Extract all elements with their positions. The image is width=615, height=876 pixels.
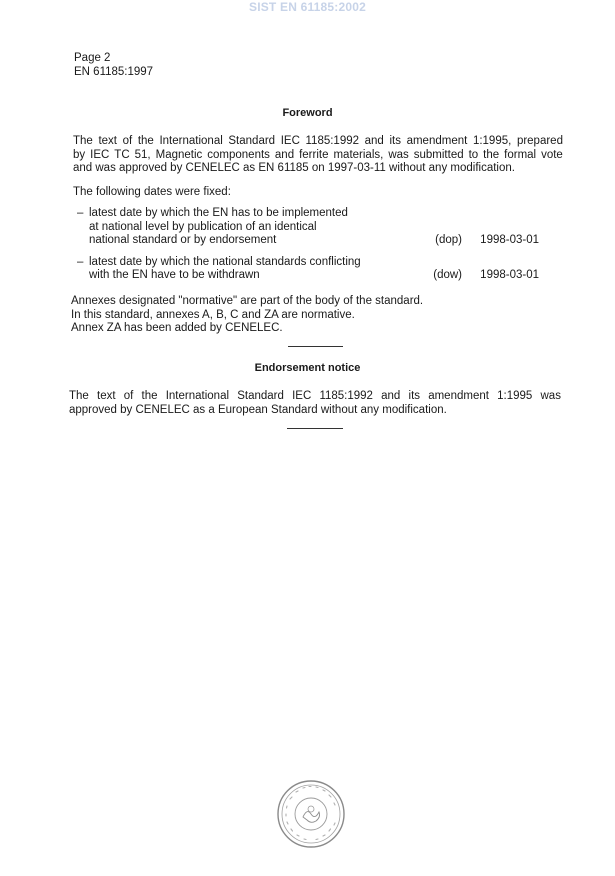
watermark: SIST EN 61185:2002	[248, 0, 366, 14]
word: Standard	[237, 390, 284, 402]
word: 1:1995	[497, 390, 533, 402]
date-item-line: national standard or by endorsement	[89, 234, 277, 246]
date-item-line: with the EN have to be withdrawn	[89, 269, 260, 281]
word: vote	[541, 148, 563, 161]
word: 1185:1992	[319, 390, 373, 402]
word: The	[69, 390, 89, 402]
date-value: 1998-03-01	[480, 269, 539, 281]
word: International	[159, 135, 223, 147]
word: the	[141, 390, 158, 402]
annex-line: In this standard, annexes A, B, C and ZA are normative.	[71, 308, 355, 321]
word: of	[122, 135, 133, 147]
word: amendment	[428, 390, 489, 402]
foreword-intro-line: and was approved by CENELEC as EN 61185 on 1997-03-11 without any modification.	[73, 162, 515, 174]
word: 51,	[134, 148, 151, 161]
word: IEC	[280, 135, 300, 147]
word: of	[123, 390, 134, 402]
section-divider	[287, 428, 343, 429]
endorsement-heading: Endorsement notice	[254, 362, 361, 374]
page-number: Page 2	[74, 52, 111, 64]
word: components	[207, 148, 270, 161]
word: Standard	[228, 135, 276, 147]
word: its	[389, 135, 401, 147]
word: by	[73, 148, 86, 161]
word: and	[274, 148, 295, 161]
word: formal	[504, 148, 537, 161]
word: the	[137, 135, 154, 147]
endorsement-line: approved by CENELEC as a European Standard without any modification.	[69, 403, 447, 416]
date-item-text	[89, 256, 419, 283]
word: ferrite	[299, 148, 329, 161]
word: and	[381, 390, 401, 402]
word: to	[468, 148, 479, 161]
foreword-intro-line	[73, 149, 563, 163]
word: was	[388, 148, 409, 161]
date-code: (dop)	[435, 234, 462, 246]
word: The	[73, 135, 93, 147]
word: and	[364, 135, 384, 147]
date-value: 1998-03-01	[480, 234, 539, 246]
word: text	[97, 390, 116, 402]
seal-stamp	[276, 779, 346, 849]
annex-line: Annex ZA has been added by CENELEC.	[71, 322, 283, 334]
dates-list	[77, 207, 547, 289]
word: International	[165, 390, 230, 402]
section-divider	[288, 346, 343, 347]
foreword-heading: Foreword	[282, 107, 333, 119]
standard-number: EN 61185:1997	[74, 66, 154, 78]
list-dash: –	[77, 255, 84, 268]
word: submitted	[413, 148, 464, 161]
word: materials,	[333, 148, 384, 161]
word: was	[540, 390, 561, 402]
word: TC	[114, 148, 130, 161]
word: text	[98, 135, 117, 147]
date-item-text	[89, 207, 419, 248]
word: 1:1995,	[472, 135, 512, 147]
foreword-intro	[73, 135, 563, 176]
annex-line: Annexes designated "normative" are part of the body of the standard.	[71, 295, 424, 307]
foreword-intro-line	[73, 135, 563, 149]
word: Magnetic	[155, 148, 203, 161]
endorsement-line	[69, 390, 561, 404]
word: 1185:1992	[305, 135, 360, 147]
word: prepared	[516, 135, 563, 147]
annex-paragraph	[71, 295, 423, 336]
date-item-line: latest date by which the EN has to be implemented	[89, 207, 348, 219]
date-item-line: latest date by which the national standards conflicting	[89, 255, 361, 268]
dates-intro: The following dates were fixed:	[73, 186, 231, 198]
word: IEC	[292, 390, 312, 402]
date-item-dop	[77, 207, 547, 248]
date-code: (dow)	[433, 269, 462, 281]
date-item-dow	[77, 256, 547, 283]
word: amendment	[406, 135, 468, 147]
word: IEC	[90, 148, 110, 161]
word: its	[408, 390, 421, 402]
page-header	[74, 51, 153, 79]
date-item-line: at national level by publication of an identical	[89, 220, 317, 233]
list-dash: –	[77, 207, 84, 219]
endorsement-text	[69, 390, 561, 417]
word: the	[483, 148, 500, 161]
